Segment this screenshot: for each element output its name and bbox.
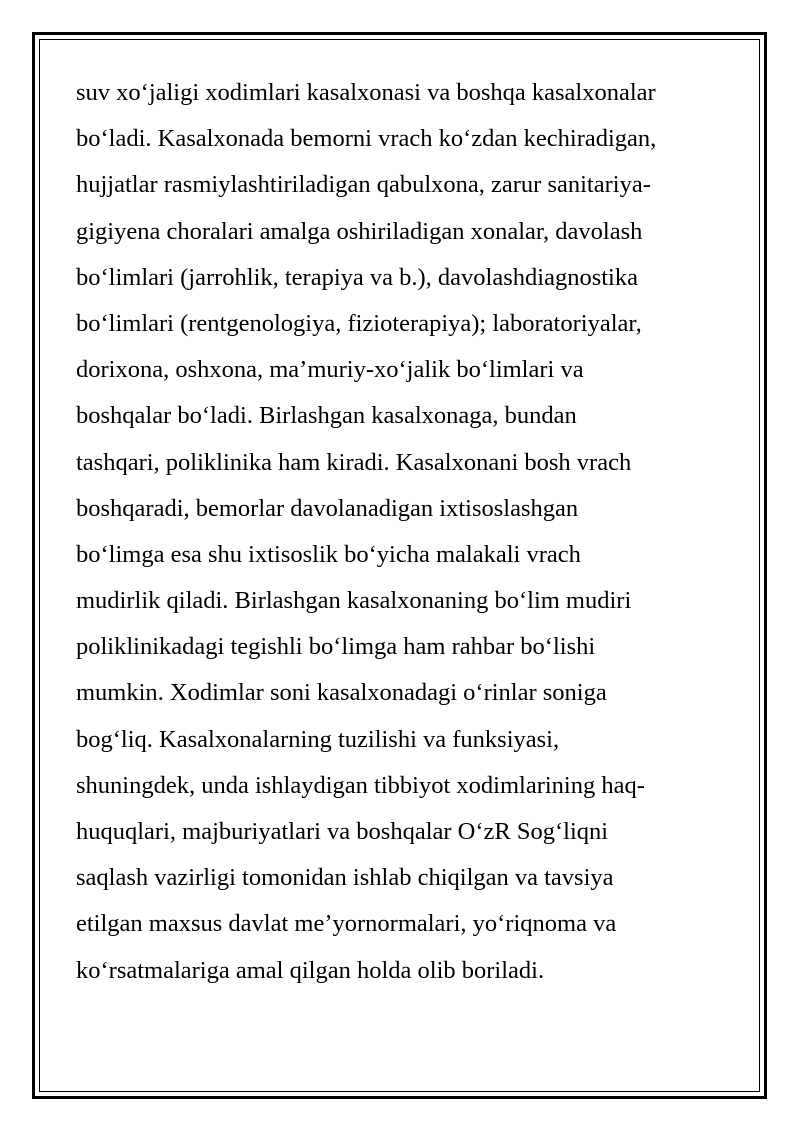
text-line: huquqlari, majburiyatlari va boshqalar O‘zR Sog‘liqni bbox=[76, 818, 609, 845]
text-line: bo‘limga esa shu ixtisoslik bo‘yicha malakali vrach bbox=[76, 540, 581, 568]
text-line: hujjatlar rasmiylashtiriladigan qabulxona, zarur sanitariya- bbox=[76, 171, 651, 199]
text-line: boshqaradi, bemorlar davolanadigan ixtisoslashgan bbox=[76, 494, 579, 522]
text-line: bog‘liq. Kasalxonalarning tuzilishi va funksiyasi, bbox=[76, 725, 560, 753]
text-line: dorixona, oshxona, ma’muriy-xo‘jalik bo‘limlari va bbox=[76, 356, 584, 384]
text-line: boshqalar bo‘ladi. Birlashgan kasalxonaga, bundan bbox=[76, 402, 577, 430]
text-line: bo‘ladi. Kasalxonada bemorni vrach ko‘zdan kechiradigan, bbox=[76, 125, 657, 153]
body-paragraph bbox=[76, 70, 736, 994]
text-line: mumkin. Xodimlar soni kasalxonadagi o‘rinlar soniga bbox=[76, 679, 607, 707]
text-line: gigiyena choralari amalga oshiriladigan xonalar, davolash bbox=[76, 217, 643, 245]
text-line: ko‘rsatmalariga amal qilgan holda olib boriladi. bbox=[76, 956, 545, 984]
text-line: mudirlik qiladi. Birlashgan kasalxonaning bo‘lim mudiri bbox=[76, 587, 632, 615]
text-line: bo‘limlari (rentgenologiya, fizioterapiya); laboratoriyalar, bbox=[76, 309, 642, 337]
text-line: etilgan maxsus davlat me’yornormalari, yo‘riqnoma va bbox=[76, 910, 617, 938]
text-line: bo‘limlari (jarrohlik, terapiya va b.), davolashdiagnostika bbox=[76, 263, 638, 291]
text-line: tashqari, poliklinika ham kiradi. Kasalxonani bosh vrach bbox=[76, 448, 632, 476]
text-line: suv xo‘jaligi xodimlari kasalxonasi va boshqa kasalxonalar bbox=[76, 79, 656, 106]
text-line: saqlash vazirligi tomonidan ishlab chiqilgan va tavsiya bbox=[76, 864, 614, 892]
text-line: poliklinikadagi tegishli bo‘limga ham rahbar bo‘lishi bbox=[76, 633, 596, 661]
text-line: shuningdek, unda ishlaydigan tibbiyot xodimlarining haq- bbox=[76, 771, 645, 799]
